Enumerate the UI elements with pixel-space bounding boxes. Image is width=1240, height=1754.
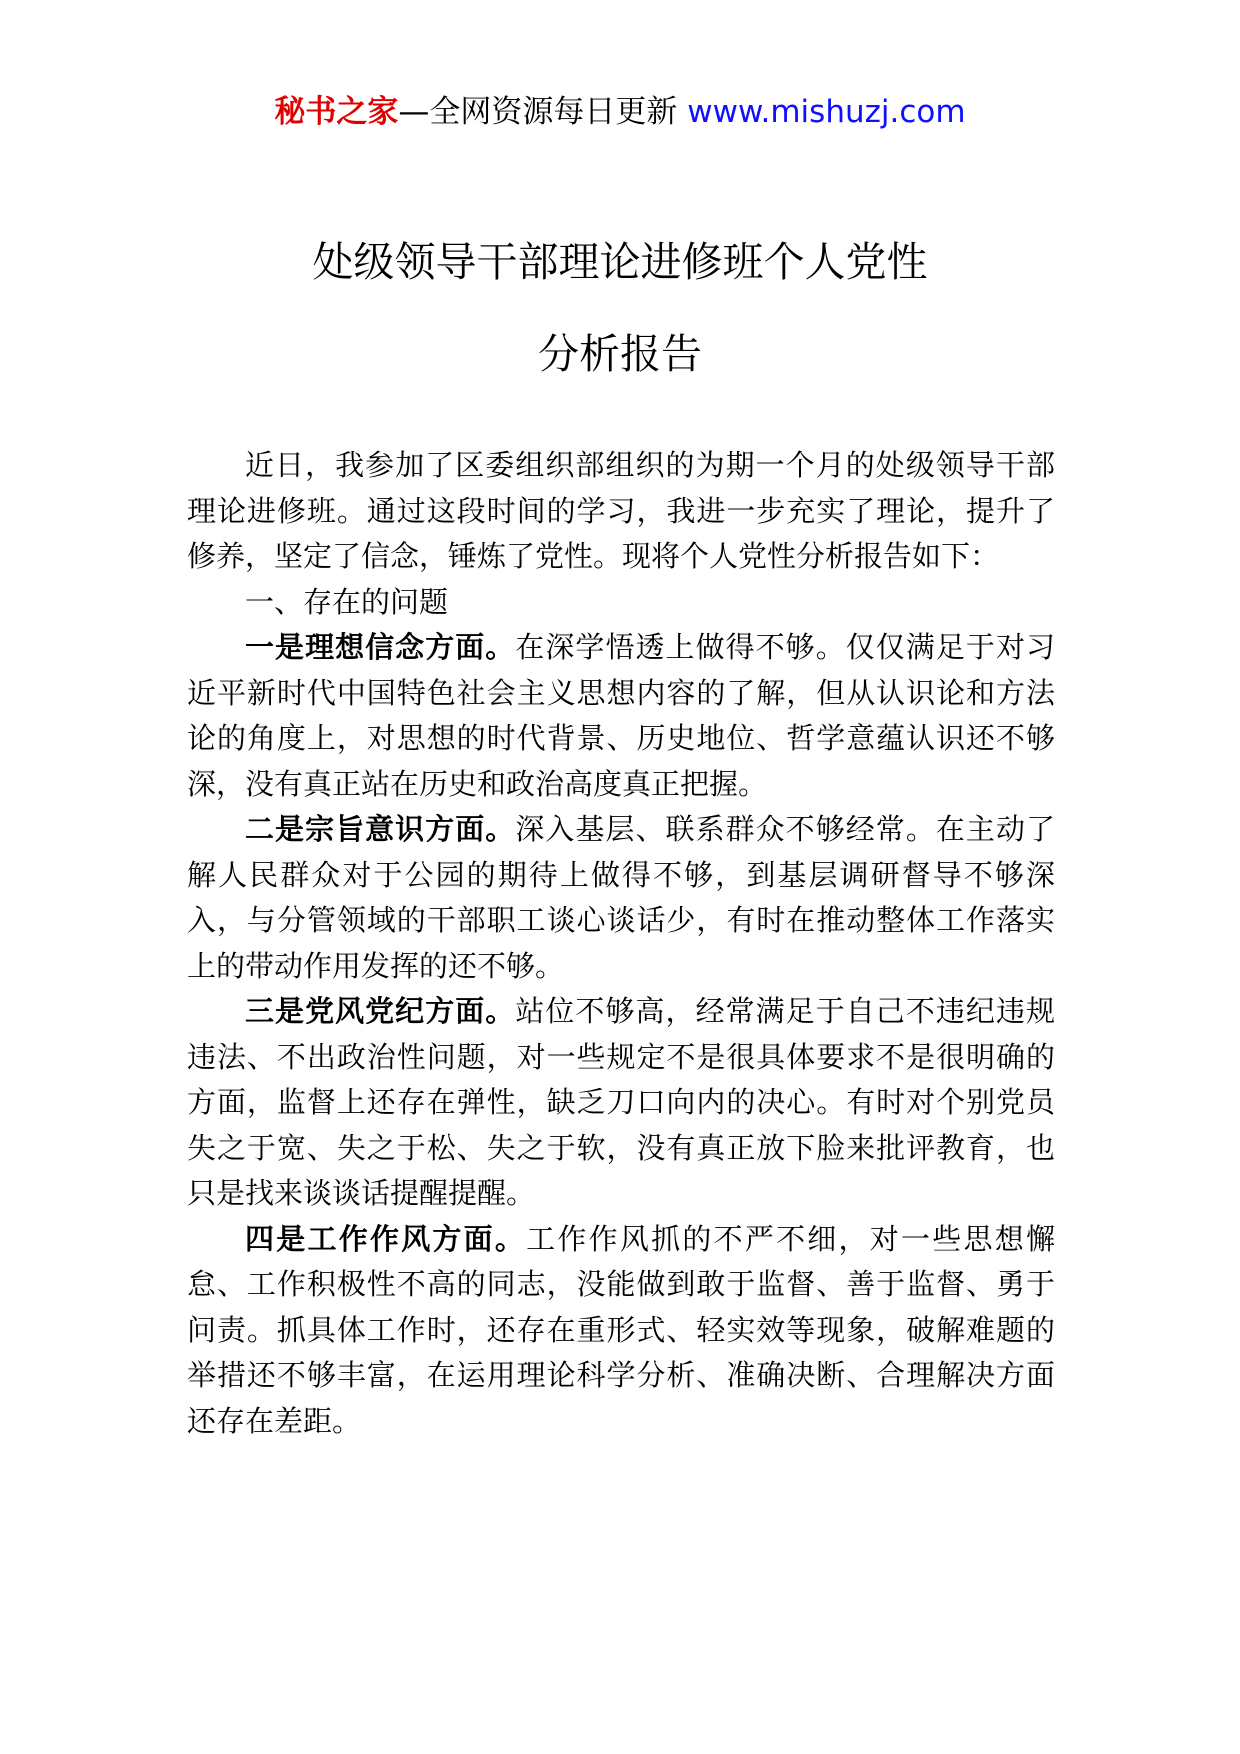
issue-text: 在深学悟透上做得不够。仅仅满足于对习近平新时代中国特色社会主义思想内容的了解，但从认识论和方法论的角度上，对思想的时代背景、历史地位、哲学意蕴认识还不够深，没有真正站在历史和政治高度真正把握。: [187, 630, 1055, 801]
issue-lead: 三是党风党纪方面。: [245, 994, 516, 1028]
issue-text: 站位不够高，经常满足于自己不违纪违规违法、不出政治性问题，对一些规定不是很具体要求不是很明确的方面，监督上还存在弹性，缺乏刀口向内的决心。有时对个别党员失之于宽、失之于松、失之于软，没有真正放下脸来批评教育，也只是找来谈谈话提醒提醒。: [187, 994, 1055, 1210]
site-tagline: —全网资源每日更新: [398, 94, 688, 130]
document-title-line-2: 分析报告: [538, 330, 702, 378]
issue-paragraph: [187, 807, 1055, 989]
issue-lead: 一是理想信念方面。: [245, 630, 516, 664]
document-body: [187, 443, 1055, 1444]
issue-text: 工作作风抓的不严不细，对一些思想懈怠、工作积极性不高的同志，没能做到敢于监督、善于监督、勇于问责。抓具体工作时，还存在重形式、轻实效等现象，破解难题的举措还不够丰富，在运用理论科学分析、准确决断、合理解决方面还存在差距。: [187, 1221, 1055, 1438]
site-url[interactable]: www.mishuzj.com: [687, 94, 966, 130]
issue-lead: 四是工作作风方面。: [245, 1221, 527, 1256]
intro-paragraph: 近日，我参加了区委组织部组织的为期一个月的处级领导干部理论进修班。通过这段时间的学习，我进一步充实了理论，提升了修养，坚定了信念，锤炼了党性。现将个人党性分析报告如下：: [187, 448, 1055, 573]
document-title-line-1: 处级领导干部理论进修班个人党性: [312, 238, 928, 286]
site-header: [0, 92, 1240, 132]
section-heading: 一、存在的问题: [245, 584, 449, 619]
issue-lead: 二是宗旨意识方面。: [245, 812, 516, 846]
issue-text: 深入基层、联系群众不够经常。在主动了解人民群众对于公园的期待上做得不够，到基层调研督导不够深入，与分管领域的干部职工谈心谈话少，有时在推动整体工作落实上的带动作用发挥的还不够。: [187, 812, 1055, 983]
issue-paragraph: [187, 1217, 1055, 1445]
issue-paragraph: [187, 625, 1055, 807]
site-brand: 秘书之家: [274, 94, 399, 130]
issue-paragraph: [187, 989, 1055, 1217]
